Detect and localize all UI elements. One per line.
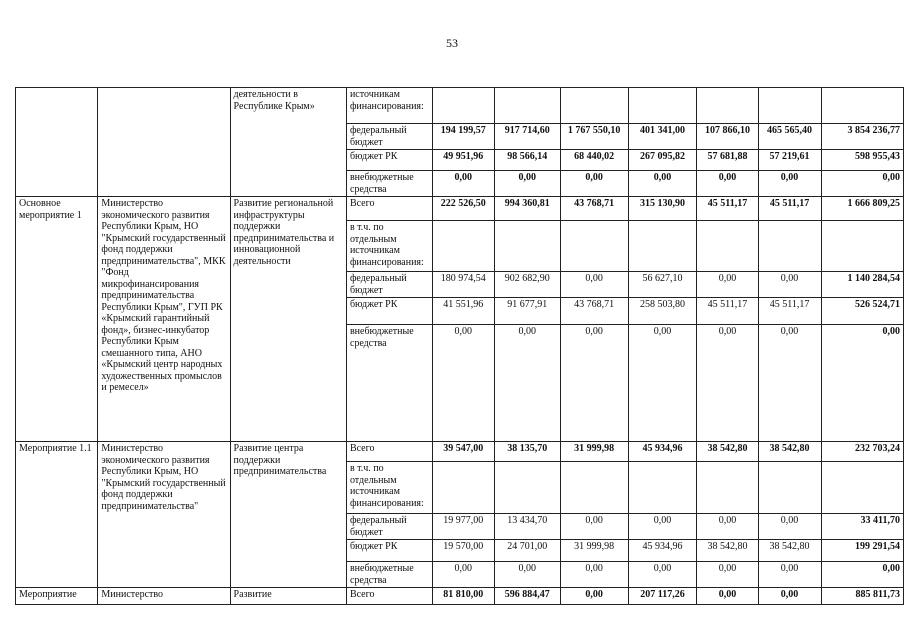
year-value-cell: 41 551,96 (432, 298, 494, 325)
table-row (16, 442, 904, 462)
year-value-cell: 0,00 (697, 272, 758, 298)
executor-cell: Министерство экономического развития Республики Крым, НО "Крымский государственный фонд поддержки предпринимательства" (98, 442, 230, 588)
funding-source-cell: источникам финансирования: (346, 88, 432, 124)
year-value-cell: 0,00 (628, 325, 697, 442)
year-value-cell: 258 503,80 (628, 298, 697, 325)
year-value-cell: 0,00 (758, 171, 821, 197)
total-cell (821, 88, 903, 124)
year-value-cell: 0,00 (432, 171, 494, 197)
total-cell: 0,00 (821, 562, 903, 588)
year-value-cell (628, 462, 697, 514)
funding-source-cell: федеральный бюджет (346, 514, 432, 540)
year-value-cell: 49 951,96 (432, 150, 494, 171)
total-cell: 598 955,43 (821, 150, 903, 171)
year-value-cell: 267 095,82 (628, 150, 697, 171)
year-value-cell: 98 566,14 (494, 150, 560, 171)
total-cell: 1 140 284,54 (821, 272, 903, 298)
year-value-cell: 68 440,02 (560, 150, 628, 171)
table-row (16, 588, 904, 605)
year-value-cell: 45 511,17 (697, 298, 758, 325)
year-value-cell: 107 866,10 (697, 124, 758, 150)
year-value-cell: 91 677,91 (494, 298, 560, 325)
executor-cell: Министерство экономического развития Республики Крым, НО "Крымский государственный фонд поддержки предпринимательства", МКК "Фонд микрофинансирования предпринимательства Республики Крым", ГУП РК «Крымский гарантийный фонд», бизнес-инкубатор Республики Крым смешанного типа, АНО «Крымский центр народных художественных промыслов и ремесел» (98, 197, 230, 442)
year-value-cell: 38 542,80 (758, 540, 821, 562)
year-value-cell: 0,00 (697, 325, 758, 442)
table-row (16, 88, 904, 124)
year-value-cell: 0,00 (697, 588, 758, 605)
year-value-cell: 0,00 (494, 325, 560, 442)
year-value-cell: 0,00 (697, 562, 758, 588)
funding-source-cell: в т.ч. по отдельным источникам финансирования: (346, 221, 432, 272)
year-value-cell: 24 701,00 (494, 540, 560, 562)
year-value-cell: 0,00 (628, 171, 697, 197)
year-value-cell: 38 135,70 (494, 442, 560, 462)
year-value-cell (628, 221, 697, 272)
funding-source-cell: Всего (346, 588, 432, 605)
year-value-cell: 194 199,57 (432, 124, 494, 150)
year-value-cell: 0,00 (432, 562, 494, 588)
year-value-cell: 0,00 (432, 325, 494, 442)
funding-source-cell: бюджет РК (346, 298, 432, 325)
year-value-cell: 45 511,17 (758, 298, 821, 325)
budget-table (15, 87, 904, 605)
year-value-cell: 43 768,71 (560, 197, 628, 221)
year-value-cell: 0,00 (628, 514, 697, 540)
year-value-cell (560, 462, 628, 514)
year-value-cell: 0,00 (758, 588, 821, 605)
activity-cell: Развитие (230, 588, 346, 605)
year-value-cell (758, 221, 821, 272)
event-name-cell (16, 88, 98, 197)
total-cell: 3 854 236,77 (821, 124, 903, 150)
funding-source-cell: внебюджетные средства (346, 171, 432, 197)
funding-source-cell: бюджет РК (346, 150, 432, 171)
year-value-cell: 0,00 (494, 562, 560, 588)
total-cell: 232 703,24 (821, 442, 903, 462)
year-value-cell: 19 977,00 (432, 514, 494, 540)
year-value-cell: 38 542,80 (758, 442, 821, 462)
year-value-cell: 596 884,47 (494, 588, 560, 605)
year-value-cell: 0,00 (758, 562, 821, 588)
funding-source-cell: внебюджетные средства (346, 562, 432, 588)
year-value-cell: 315 130,90 (628, 197, 697, 221)
year-value-cell: 57 681,88 (697, 150, 758, 171)
year-value-cell (697, 462, 758, 514)
year-value-cell: 45 934,96 (628, 442, 697, 462)
year-value-cell: 45 511,17 (697, 197, 758, 221)
year-value-cell: 0,00 (758, 325, 821, 442)
total-cell: 885 811,73 (821, 588, 903, 605)
table-row (16, 197, 904, 221)
year-value-cell: 56 627,10 (628, 272, 697, 298)
year-value-cell: 465 565,40 (758, 124, 821, 150)
year-value-cell: 0,00 (697, 514, 758, 540)
event-name-cell: Мероприятие (16, 588, 98, 605)
year-value-cell: 0,00 (758, 272, 821, 298)
year-value-cell: 0,00 (560, 514, 628, 540)
year-value-cell: 19 570,00 (432, 540, 494, 562)
year-value-cell (697, 221, 758, 272)
year-value-cell: 994 360,81 (494, 197, 560, 221)
total-cell: 0,00 (821, 325, 903, 442)
year-value-cell: 0,00 (560, 272, 628, 298)
year-value-cell (758, 462, 821, 514)
year-value-cell: 38 542,80 (697, 540, 758, 562)
year-value-cell: 222 526,50 (432, 197, 494, 221)
activity-cell: Развитие центра поддержки предпринимательства (230, 442, 346, 588)
year-value-cell (758, 88, 821, 124)
year-value-cell (560, 88, 628, 124)
year-value-cell: 38 542,80 (697, 442, 758, 462)
year-value-cell: 39 547,00 (432, 442, 494, 462)
year-value-cell (494, 88, 560, 124)
year-value-cell (560, 221, 628, 272)
year-value-cell: 45 511,17 (758, 197, 821, 221)
year-value-cell: 902 682,90 (494, 272, 560, 298)
total-cell: 1 666 809,25 (821, 197, 903, 221)
year-value-cell (432, 221, 494, 272)
total-cell (821, 462, 903, 514)
year-value-cell (494, 221, 560, 272)
year-value-cell: 401 341,00 (628, 124, 697, 150)
activity-cell: Развитие региональной инфраструктуры поддержки предпринимательства и инновационной деятельности (230, 197, 346, 442)
year-value-cell (697, 88, 758, 124)
year-value-cell: 0,00 (560, 325, 628, 442)
year-value-cell: 31 999,98 (560, 540, 628, 562)
executor-cell: Министерство (98, 588, 230, 605)
total-cell: 526 524,71 (821, 298, 903, 325)
total-cell: 0,00 (821, 171, 903, 197)
year-value-cell: 180 974,54 (432, 272, 494, 298)
funding-source-cell: Всего (346, 197, 432, 221)
year-value-cell: 0,00 (560, 588, 628, 605)
page-number: 53 (446, 36, 458, 50)
event-name-cell: Основное мероприятие 1 (16, 197, 98, 442)
year-value-cell: 0,00 (560, 562, 628, 588)
event-name-cell: Мероприятие 1.1 (16, 442, 98, 588)
activity-cell: деятельности в Республике Крым» (230, 88, 346, 197)
executor-cell (98, 88, 230, 197)
year-value-cell: 0,00 (560, 171, 628, 197)
year-value-cell: 0,00 (628, 562, 697, 588)
funding-source-cell: в т.ч. по отдельным источникам финансирования: (346, 462, 432, 514)
funding-source-cell: федеральный бюджет (346, 272, 432, 298)
year-value-cell: 45 934,96 (628, 540, 697, 562)
year-value-cell: 13 434,70 (494, 514, 560, 540)
year-value-cell: 0,00 (758, 514, 821, 540)
funding-source-cell: Всего (346, 442, 432, 462)
funding-source-cell: внебюджетные средства (346, 325, 432, 442)
year-value-cell: 0,00 (494, 171, 560, 197)
year-value-cell: 207 117,26 (628, 588, 697, 605)
total-cell: 33 411,70 (821, 514, 903, 540)
funding-source-cell: бюджет РК (346, 540, 432, 562)
year-value-cell: 81 810,00 (432, 588, 494, 605)
year-value-cell (432, 462, 494, 514)
year-value-cell: 917 714,60 (494, 124, 560, 150)
year-value-cell: 1 767 550,10 (560, 124, 628, 150)
year-value-cell: 43 768,71 (560, 298, 628, 325)
year-value-cell (432, 88, 494, 124)
year-value-cell (494, 462, 560, 514)
year-value-cell (628, 88, 697, 124)
year-value-cell: 57 219,61 (758, 150, 821, 171)
total-cell (821, 221, 903, 272)
funding-source-cell: федеральный бюджет (346, 124, 432, 150)
year-value-cell: 31 999,98 (560, 442, 628, 462)
total-cell: 199 291,54 (821, 540, 903, 562)
year-value-cell: 0,00 (697, 171, 758, 197)
